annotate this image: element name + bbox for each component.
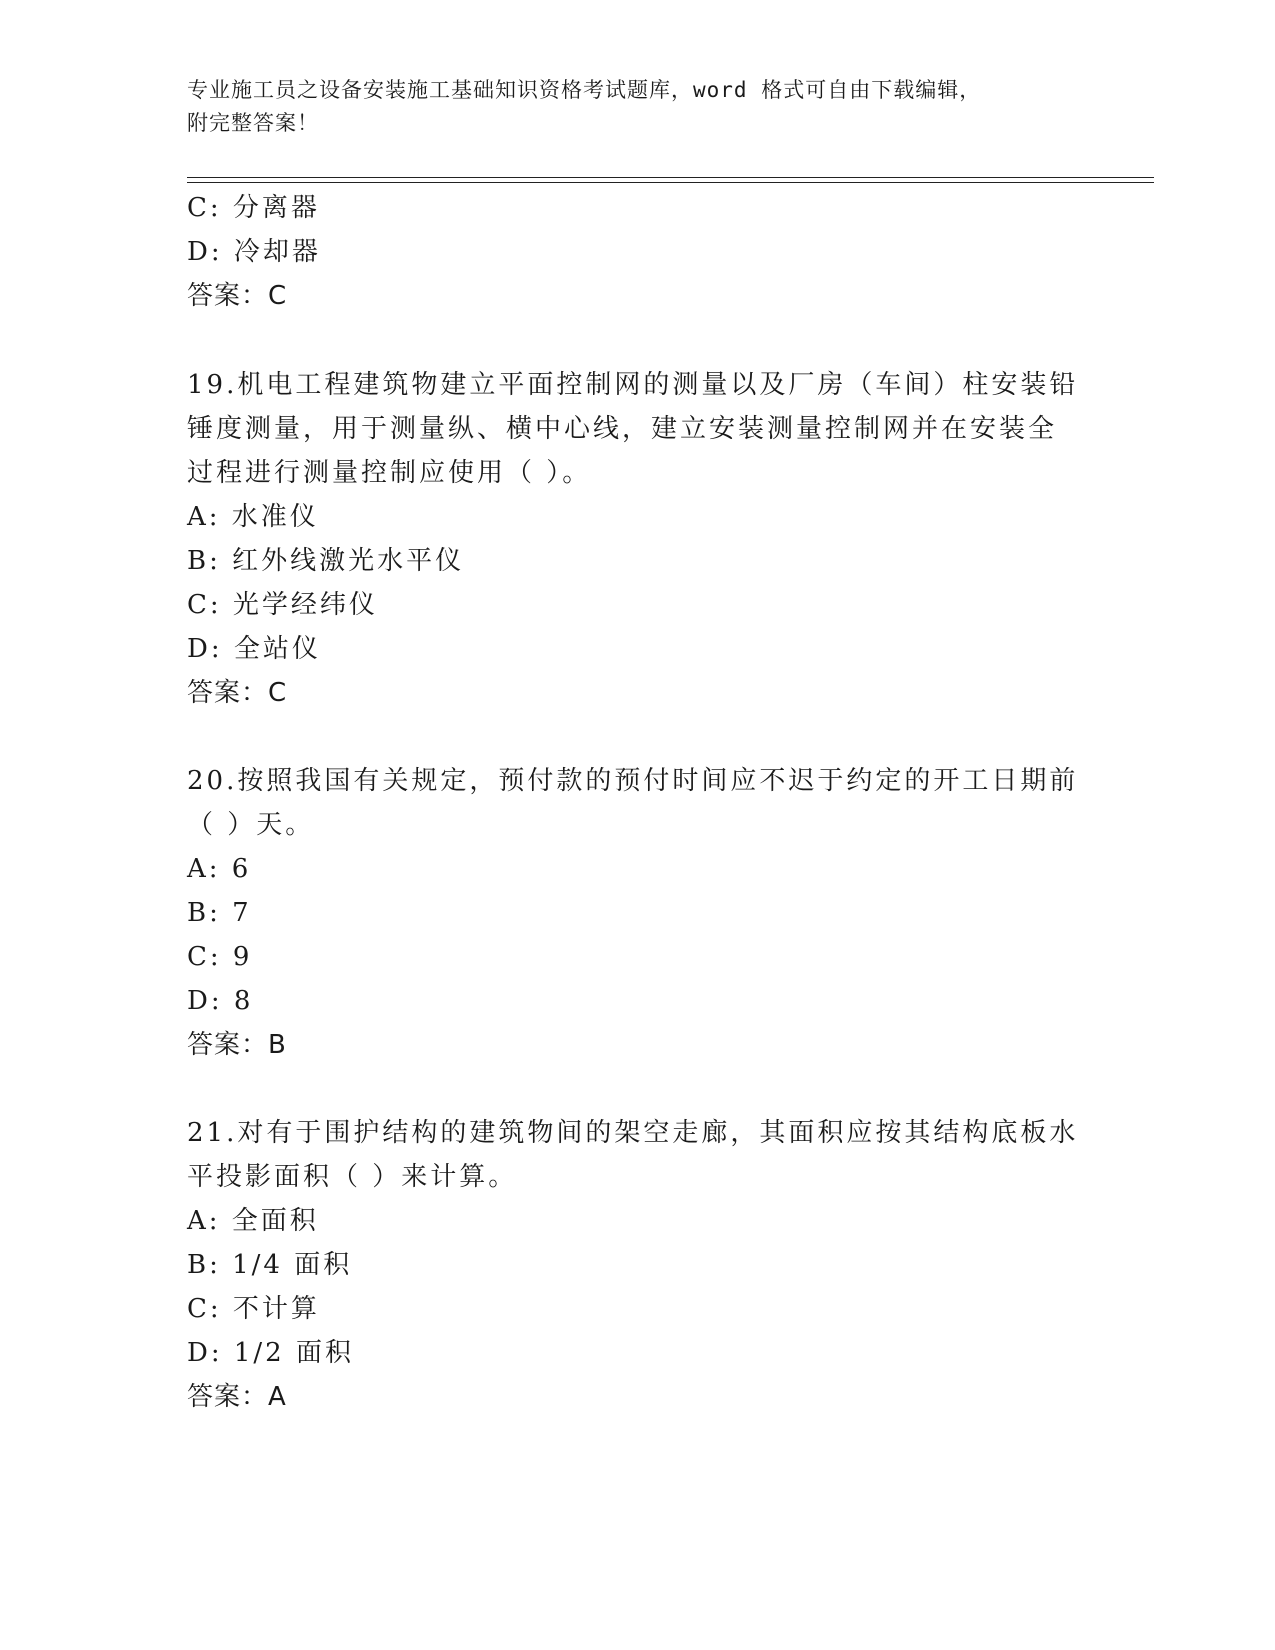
q21-option-d: D: 1/2 面积 xyxy=(187,1338,354,1368)
header-line-1: 专业施工员之设备安装施工基础知识资格考试题库，word 格式可自由下载编辑， xyxy=(187,78,982,102)
q19-option-c: C: 光学经纬仪 xyxy=(187,590,378,620)
document-header xyxy=(187,74,1087,140)
q21-option-c: C: 不计算 xyxy=(187,1294,320,1324)
q21-option-a: A: 全面积 xyxy=(187,1206,319,1236)
q19-option-b: B: 红外线激光水平仪 xyxy=(187,546,465,576)
q18-option-c: C: 分离器 xyxy=(187,193,320,223)
q21-stem-line-2: 平投影面积（ ）来计算。 xyxy=(187,1162,518,1192)
q20-option-c: C: 9 xyxy=(187,942,253,972)
q19-option-a: A: 水准仪 xyxy=(187,502,319,532)
q20-option-d: D: 8 xyxy=(187,986,254,1016)
q19-stem-line-2: 锤度测量，用于测量纵、横中心线，建立安装测量控制网并在安装全 xyxy=(187,414,1058,444)
q19-stem-line-1: 19.机电工程建筑物建立平面控制网的测量以及厂房（车间）柱安装铅 xyxy=(187,370,1079,400)
q20-stem-line-2: （ ）天。 xyxy=(187,810,315,840)
q19-answer: 答案：C xyxy=(187,678,288,708)
q21-stem-line-1: 21.对有于围护结构的建筑物间的架空走廊，其面积应按其结构底板水 xyxy=(187,1118,1079,1148)
q18-option-d: D: 冷却器 xyxy=(187,237,321,267)
header-line-2: 附完整答案！ xyxy=(187,111,319,135)
q19-option-d: D: 全站仪 xyxy=(187,634,321,664)
q18-answer: 答案：C xyxy=(187,281,288,311)
q20-answer: 答案：B xyxy=(187,1030,287,1060)
q21-answer: 答案：A xyxy=(187,1382,287,1412)
q19-stem-line-3: 过程进行测量控制应使用（ ）。 xyxy=(187,458,592,488)
header-divider-bottom xyxy=(187,182,1154,183)
header-divider-top xyxy=(187,177,1154,178)
q20-stem-line-1: 20.按照我国有关规定，预付款的预付时间应不迟于约定的开工日期前 xyxy=(187,766,1079,796)
q20-option-b: B: 7 xyxy=(187,898,252,928)
q20-option-a: A: 6 xyxy=(187,854,252,884)
q21-option-b: B: 1/4 面积 xyxy=(187,1250,353,1280)
